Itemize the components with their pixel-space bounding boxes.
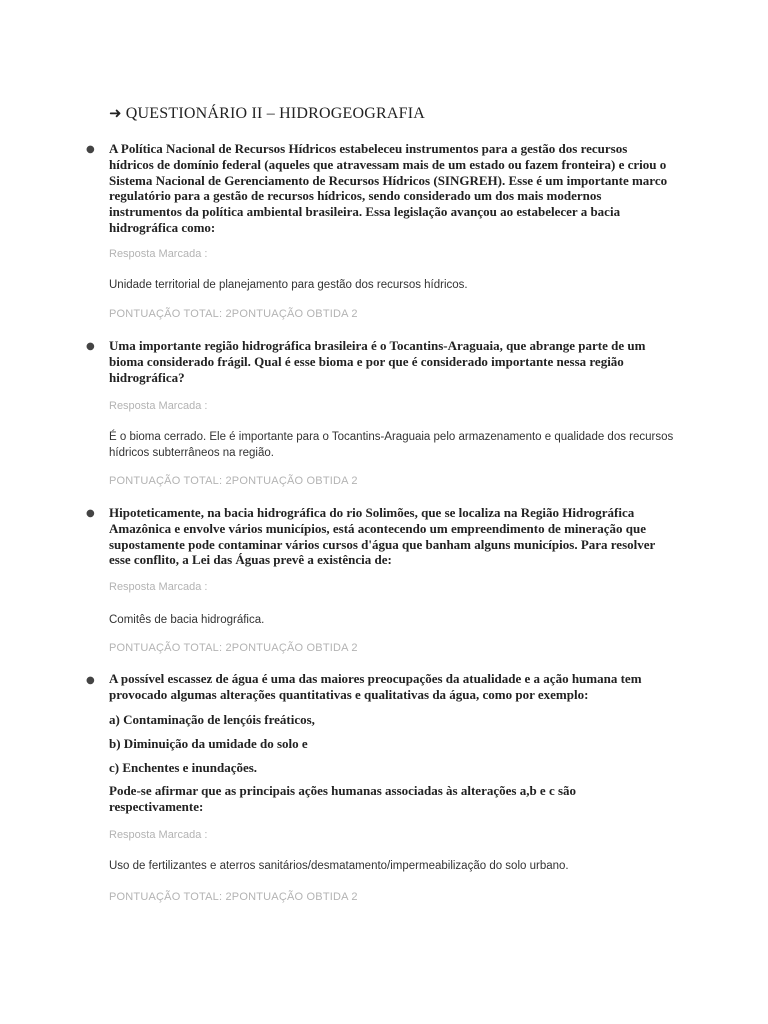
question-2-answer: É o bioma cerrado. Ele é importante para o Tocantins-Araguaia pelo armazenamento e qualidade dos recursos hídricos subterrâneos na região. [109, 431, 674, 459]
arrow-icon: ➜ [109, 104, 122, 122]
page-title [109, 104, 425, 123]
question-4-item-a: a) Contaminação de lençóis freáticos, [109, 712, 315, 727]
question-2-score: PONTUAÇÃO TOTAL: 2PONTUAÇÃO OBTIDA 2 [109, 475, 358, 487]
question-4-text: A possível escassez de água é uma das maiores preocupações da atualidade e a ação humana tem provocado algumas alterações quantitativas e qualitativas da água, como por exemplo: [109, 671, 642, 702]
question-4-item-b: b) Diminuição da umidade do solo e [109, 736, 308, 751]
question-3-answer-label: Resposta Marcada : [109, 581, 208, 593]
question-4-answer: Uso de fertilizantes e aterros sanitários/desmatamento/impermeabilização do solo urbano. [109, 860, 569, 872]
question-2-answer-label: Resposta Marcada : [109, 400, 208, 412]
question-1-score: PONTUAÇÃO TOTAL: 2PONTUAÇÃO OBTIDA 2 [109, 308, 358, 320]
question-2-text: Uma importante região hidrográfica brasileira é o Tocantins-Araguaia, que abrange parte de um bioma considerado frágil. Qual é esse bioma e por que é considerado importante nessa região hidrográfica? [109, 338, 646, 385]
question-4-score: PONTUAÇÃO TOTAL: 2PONTUAÇÃO OBTIDA 2 [109, 891, 358, 903]
question-1-answer: Unidade territorial de planejamento para gestão dos recursos hídricos. [109, 279, 468, 291]
bullet-icon: ● [86, 341, 95, 352]
question-4-item-c: c) Enchentes e inundações. [109, 760, 258, 775]
question-1-answer-label: Resposta Marcada : [109, 248, 208, 260]
question-3-text: Hipoteticamente, na bacia hidrográfica do rio Solimões, que se localiza na Região Hidrográfica Amazônica e envolve vários municípios, está acontecendo um empreendimento de mineração que supostamente pode contaminar vários cursos d'água que banham alguns municípios. Para resolver esse conflito, a Lei das Águas prevê a existência de: [109, 505, 656, 568]
question-3-score: PONTUAÇÃO TOTAL: 2PONTUAÇÃO OBTIDA 2 [109, 642, 358, 654]
question-1-text: A Política Nacional de Recursos Hídricos estabeleceu instrumentos para a gestão dos recursos hídricos de domínio federal (aqueles que atravessam mais de um estado ou fazem fronteira) e criou o Sistema Nacional de Gerenciamento de Recursos Hídricos (SINGREH). Esse é um importante marco regulatório para a gestão de recursos hídricos, sendo considerado um dos mais modernos instrumentos da política ambiental brasileira. Essa legislação avançou ao estabelecer a bacia hidrográfica como: [109, 141, 668, 235]
bullet-icon: ● [86, 144, 95, 155]
bullet-icon: ● [86, 508, 95, 519]
question-4-followup: Pode-se afirmar que as principais ações humanas associadas às alterações a,b e c são respectivamente: [109, 783, 577, 814]
bullet-icon: ● [86, 675, 95, 686]
page-title-text: QUESTIONÁRIO II – HIDROGEOGRAFIA [125, 105, 426, 122]
question-3-answer: Comitês de bacia hidrográfica. [109, 614, 265, 626]
question-4-answer-label: Resposta Marcada : [109, 829, 208, 841]
